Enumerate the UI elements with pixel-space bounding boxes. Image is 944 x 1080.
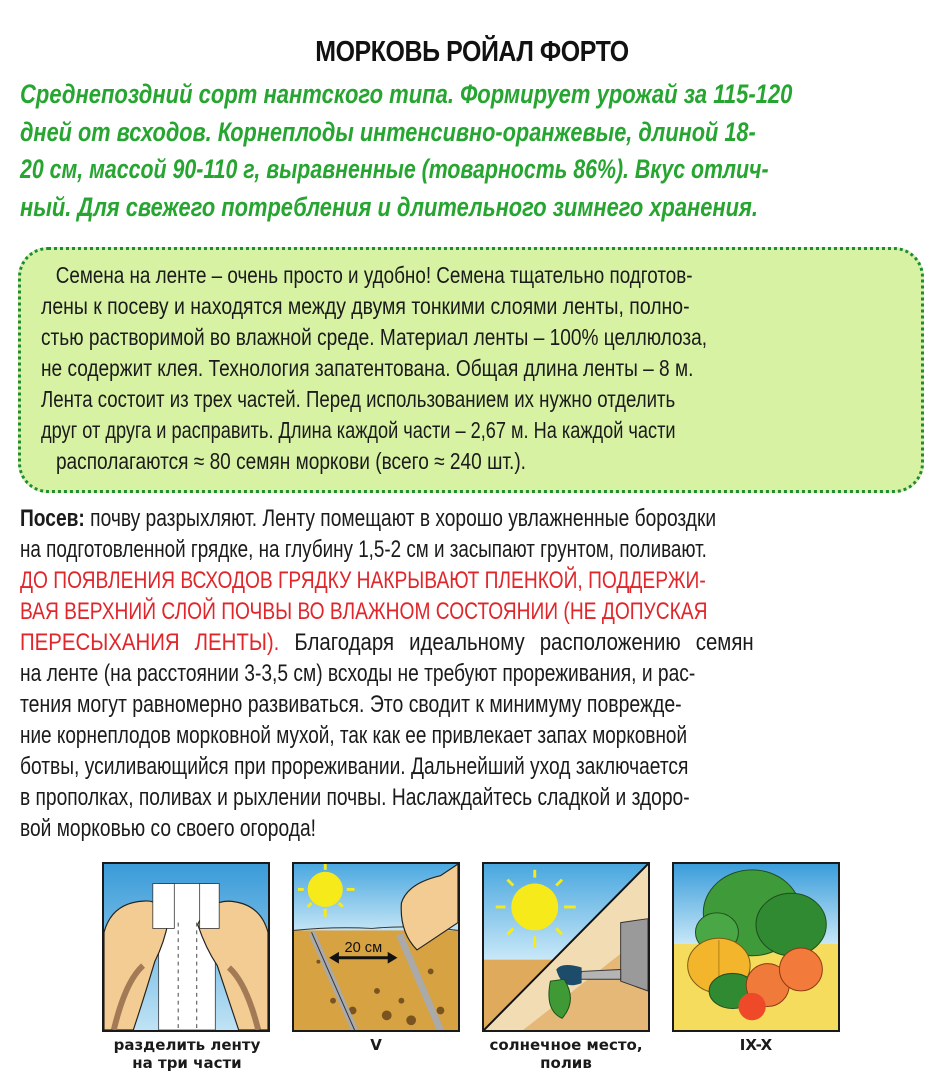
- harvest-vegetables-image: [672, 862, 840, 1032]
- sowing-instructions: [20, 503, 930, 844]
- description-line: дней от всходов. Корнеплоды интенсивно-оранжевые, длиной 18-: [20, 116, 756, 147]
- pictogram-row: [0, 860, 944, 1080]
- description-line: ный. Для свежего потребления и длительного зимнего хранения.: [20, 191, 758, 222]
- sowing-line: на подготовленной грядке, на глубину 1,5-2 см и засыпают грунтом, поливают.: [20, 536, 707, 563]
- page-title: МОРКОВЬ РОЙАЛ ФОРТО: [315, 36, 629, 68]
- sowing-label: Посев:: [20, 505, 85, 532]
- sowing-line: ботвы, усиливающийся при прореживании. Дальнейший уход заключается: [20, 753, 689, 780]
- caption-split-tape: разделить ленту на три части: [113, 1036, 261, 1072]
- caption-sowing-month: V: [370, 1036, 382, 1054]
- warning-text: ПЕРЕСЫХАНИЯ ЛЕНТЫ).: [20, 629, 280, 656]
- info-line: друг от друга и расправить. Длина каждой части – 2,67 м. На каждой части: [41, 417, 676, 443]
- sowing-line: на ленте (на расстоянии 3-3,5 см) всходы не требуют прореживания, и рас-: [20, 660, 696, 687]
- seed-tape-info-box: [18, 247, 924, 493]
- furrow-sowing-image: [292, 862, 460, 1032]
- sowing-line: в прополках, поливах и рыхлении почвы. Наслаждайтесь сладкой и здоро-: [20, 784, 690, 811]
- caption-sun-watering: солнечное место, полив: [489, 1036, 643, 1072]
- sowing-line: Посев: почву разрыхляют. Ленту помещают в хорошо увлажненные бороздки: [20, 505, 717, 532]
- info-line: располагаются ≈ 80 семян моркови (всего ≈ 240 шт.).: [55, 448, 526, 474]
- sowing-line: ПЕРЕСЫХАНИЯ ЛЕНТЫ). Благодаря идеальному расположению семян: [20, 629, 754, 656]
- description-line: Среднепоздний сорт нантского типа. Формирует урожай за 115-120: [20, 79, 793, 109]
- distance-label: 20 см: [344, 939, 383, 956]
- sowing-line: тения могут равномерно развиваться. Это сводит к минимуму поврежде-: [20, 691, 682, 718]
- sowing-line: вой морковью со своего огорода!: [20, 815, 316, 842]
- warning-line: ВАЯ ВЕРХНИЙ СЛОЙ ПОЧВЫ ВО ВЛАЖНОМ СОСТОЯНИИ (НЕ ДОПУСКАЯ: [20, 598, 708, 625]
- sowing-line: ние корнеплодов морковной мухой, так как ее привлекает запах морковной: [20, 722, 688, 749]
- description-line: 20 см, массой 90-110 г, выравненные (товарность 86%). Вкус отлич-: [20, 154, 769, 184]
- variety-description: [20, 76, 930, 226]
- info-line: лены к посеву и находятся между двумя тонкими слоями ленты, полно-: [41, 293, 690, 319]
- info-line: Лента состоит из трех частей. Перед использованием их нужно отделить: [41, 386, 676, 412]
- info-line: стью растворимой во влажной среде. Материал ленты – 100% целлюлоза,: [41, 324, 708, 350]
- info-line: Семена на ленте – очень просто и удобно! Семена тщательно подготов-: [55, 262, 693, 288]
- sun-watering-image: [482, 862, 650, 1032]
- info-line: не содержит клея. Технология запатентована. Общая длина ленты – 8 м.: [41, 355, 694, 381]
- caption-harvest-months: IX-X: [739, 1036, 773, 1054]
- warning-line: ДО ПОЯВЛЕНИЯ ВСХОДОВ ГРЯДКУ НАКРЫВАЮТ ПЛЕНКОЙ, ПОДДЕРЖИ-: [20, 567, 706, 594]
- hands-splitting-tape-image: [102, 862, 270, 1032]
